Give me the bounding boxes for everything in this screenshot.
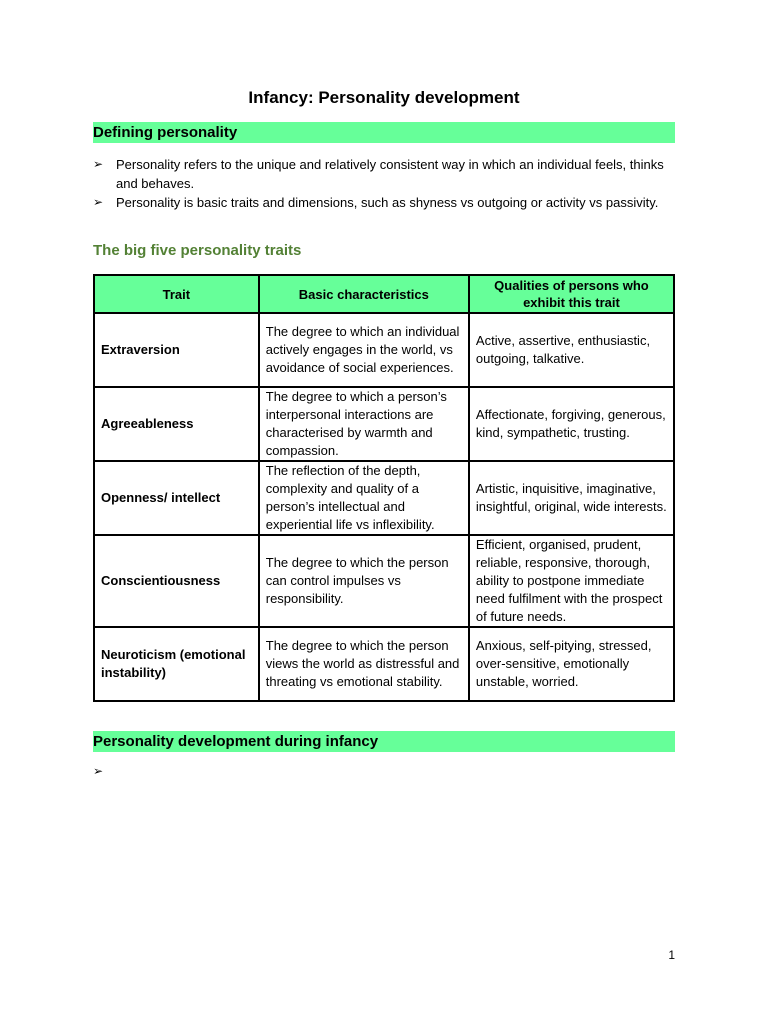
qualities-cell: Efficient, organised, prudent, reliable, responsive, thorough, ability to postpone immediate need fulfilment with the prospect of future needs. [469,535,674,627]
qualities-cell: Affectionate, forgiving, generous, kind, sympathetic, trusting. [469,387,674,461]
trait-cell: Agreeableness [94,387,259,461]
basic-cell: The degree to which the person can control impulses vs responsibility. [259,535,469,627]
subheading-big-five: The big five personality traits [93,242,302,259]
header-basic-characteristics: Basic characteristics [259,275,469,313]
basic-cell: The degree to which a person’s interpersonal interactions are characterised by warmth and compassion. [259,387,469,461]
arrow-bullet-icon: ➢ [93,157,104,171]
section-heading-personality-development [93,731,675,752]
table-row [94,313,674,387]
trait-cell: Conscientiousness [94,535,259,627]
basic-cell: The reflection of the depth, complexity and quality of a person’s intellectual and experiential life vs inflexibility. [259,461,469,535]
qualities-cell: Active, assertive, enthusiastic, outgoing, talkative. [469,313,674,387]
trait-cell: Neuroticism (emotional instability) [94,627,259,701]
arrow-bullet-icon: ➢ [93,195,104,209]
section-heading-text: Defining personality [93,124,238,141]
table-row [94,627,674,701]
bullet-list [93,155,683,212]
table-row [94,387,674,461]
table-row [94,461,674,535]
list-item [93,193,683,212]
qualities-cell: Artistic, inquisitive, imaginative, insightful, original, wide interests. [469,461,674,535]
basic-cell: The degree to which the person views the world as distressful and threating vs emotional stability. [259,627,469,701]
arrow-bullet-icon: ➢ [93,764,104,778]
page-number: 1 [668,948,675,962]
basic-cell: The degree to which an individual actively engages in the world, vs avoidance of social experiences. [259,313,469,387]
trait-cell: Openness/ intellect [94,461,259,535]
big-five-table [93,274,675,702]
page-title: Infancy: Personality development [248,88,520,107]
qualities-cell: Anxious, self-pitying, stressed, over-sensitive, emotionally unstable, worried. [469,627,674,701]
bullet-text: Personality is basic traits and dimensions, such as shyness vs outgoing or activity vs passivity. [116,195,659,210]
trait-cell: Extraversion [94,313,259,387]
bullet-text: Personality refers to the unique and relatively consistent way in which an individual feels, thinks and behaves. [116,157,664,191]
section-heading-defining-personality [93,122,675,143]
header-qualities: Qualities of persons who exhibit this trait [469,275,674,313]
table-header-row [94,275,674,313]
section-heading-text: Personality development during infancy [93,733,379,750]
table-row [94,535,674,627]
header-trait: Trait [94,275,259,313]
list-item [93,155,683,193]
